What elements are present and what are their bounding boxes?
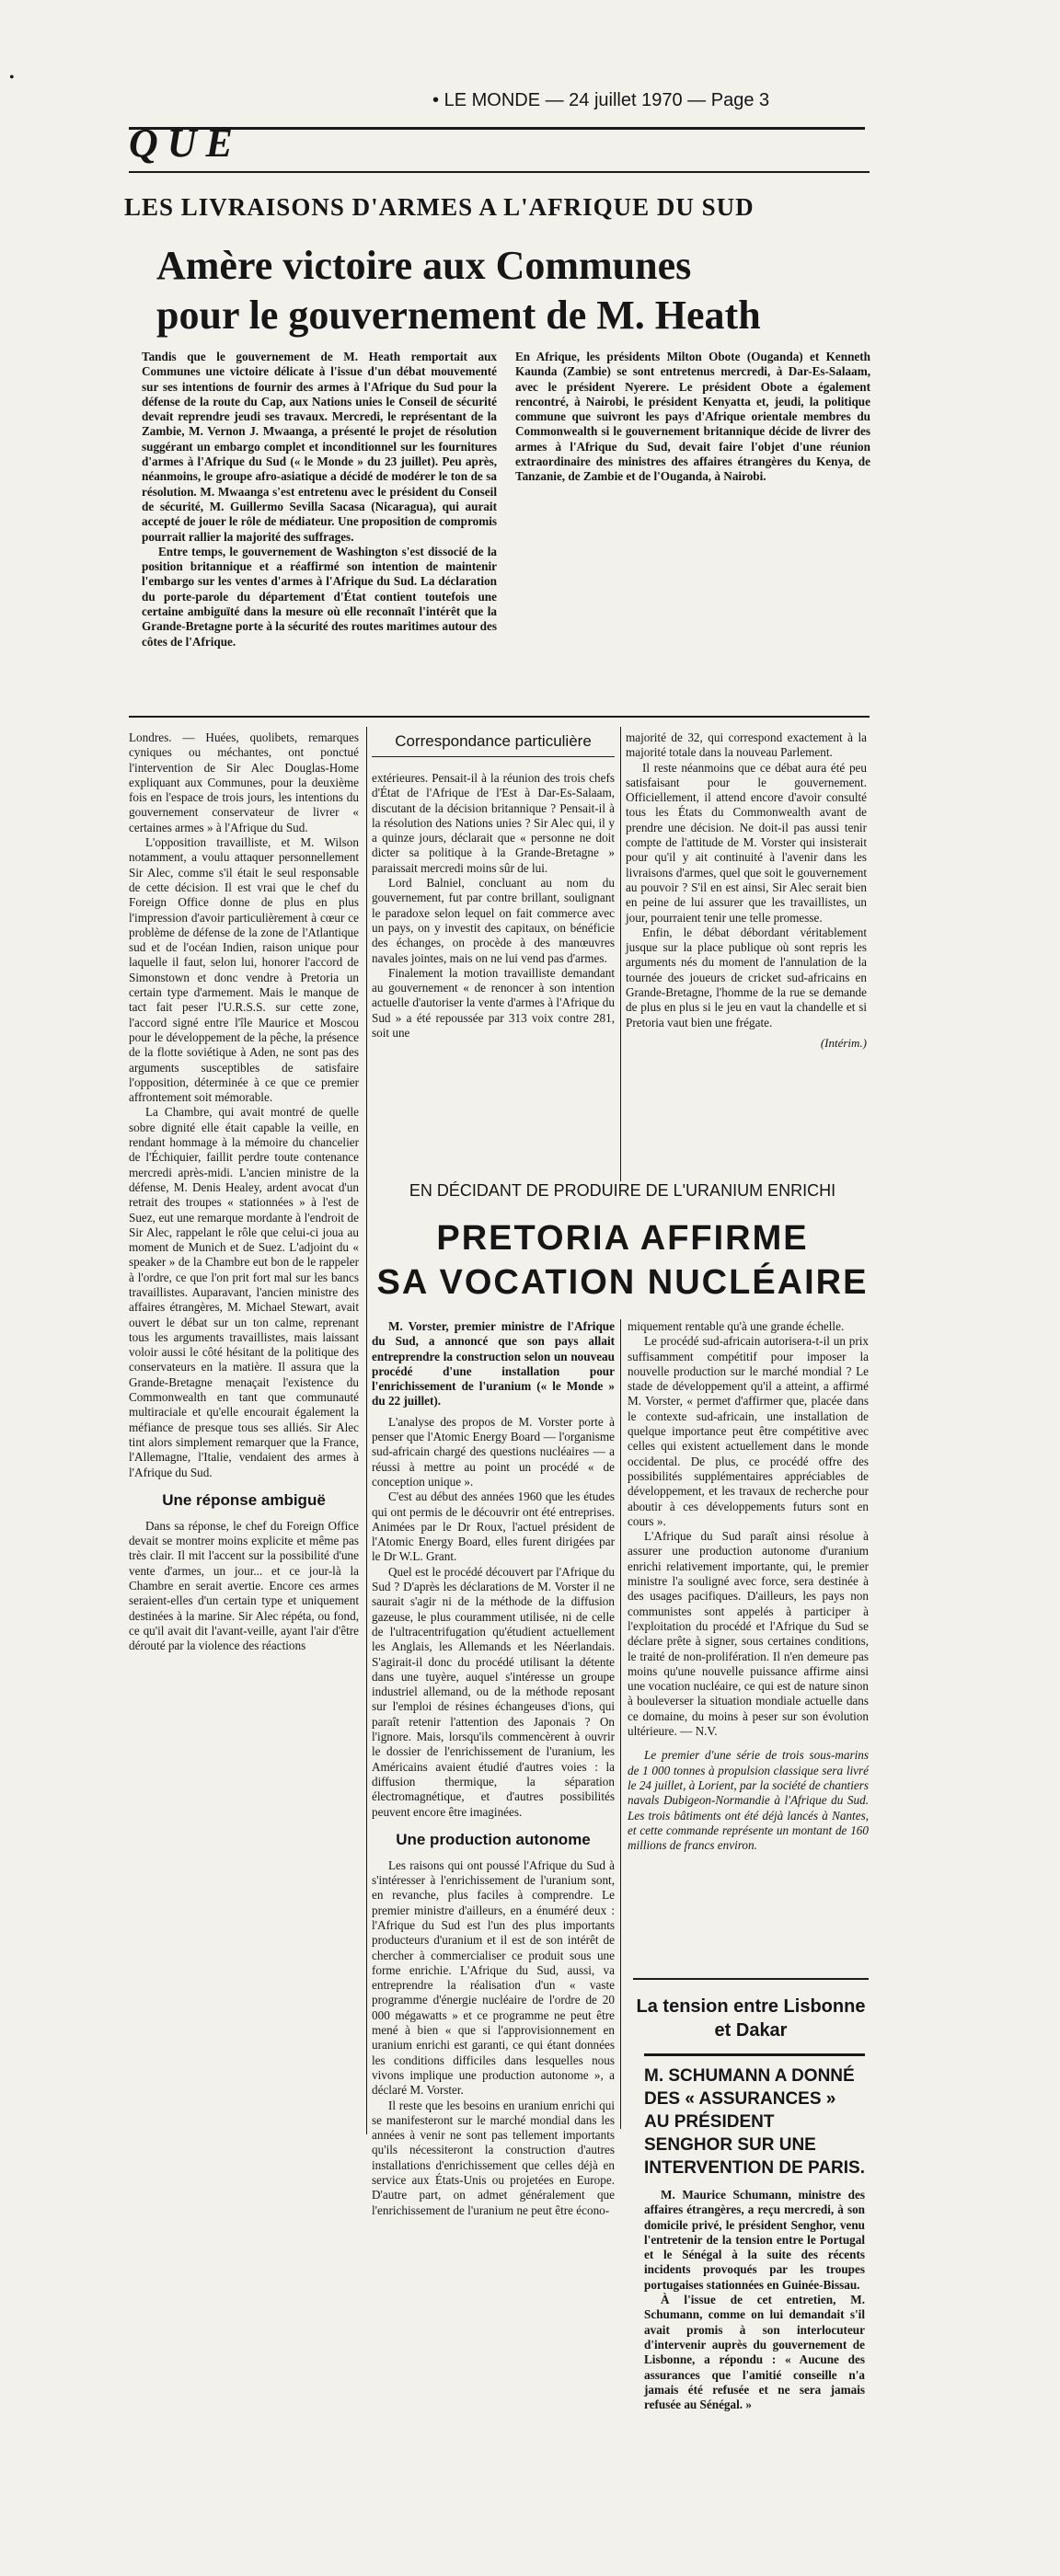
body-paragraph: C'est au début des années 1960 que les études qui ont permis de le découvrir ont été entreprises. Animées par le Dr Roux, l'actuel président de l'Atomic Energy Board, elles furent dirigées par le Dr W.L. Grant.	[372, 1489, 615, 1564]
article2-headline	[372, 1216, 873, 1305]
article1-kicker: LES LIVRAISONS D'ARMES A L'AFRIQUE DU SUD	[124, 193, 755, 221]
body-paragraph: Finalement la motion travailliste demandant au gouvernement « de renoncer à son intention actuelle d'autoriser la vente d'armes à l'Afrique du Sud » a été repoussée par 313 voix contre 281, soit une	[372, 965, 615, 1041]
article1-signature: (Intérim.)	[820, 1035, 867, 1050]
body-paragraph: extérieures. Pensait-il à la réunion des trois chefs d'État de l'Afrique de l'Est à Dar-Es-Salaam, discutant de la décision britannique ? Pensait-il à la résolution des Nations unies ? Sir Alec qui, il y a quinze jours, déclarait que « personne ne doit dicter sa politique à la Grande-Bretagne » paraissait mercredi moins sûr de lui.	[372, 771, 615, 875]
article2-kicker: EN DÉCIDANT DE PRODUIRE DE L'URANIUM ENRICHI	[372, 1181, 873, 1201]
body-paragraph: Lord Balniel, concluant au nom du gouvernement, fut par contre brillant, soulignant le paradoxe selon lequel on fait commerce avec un pays, on y investit des capitaux, on bénéficie des échanges, on procède à des manœuvres navales jointes, mais on ne lui vend pas d'armes.	[372, 876, 615, 965]
article3-top-rule	[633, 1978, 869, 1980]
newspaper-name: LE MONDE	[444, 90, 541, 110]
brief-paragraph: Le premier d'une série de trois sous-marins de 1 000 tonnes à propulsion classique sera livré le 24 juillet, à Lorient, par la société de chantiers navals Dubigeon-Normandie à l'Afrique du Sud. Les trois bâtiments ont été déjà lancés à Nantes, et cette commande représente un montant de 160 millions de francs environ.	[628, 1748, 869, 1853]
section-rule	[129, 171, 870, 173]
article1-headline-line2: pour le gouvernement de M. Heath	[156, 293, 761, 338]
article1-col1	[129, 730, 359, 1654]
page-header: • LE MONDE — 24 juillet 1970 — Page 3	[432, 90, 770, 110]
body-paragraph: L'opposition travailliste, et M. Wilson notamment, a voulu attaquer personnellement Sir Alec, comme s'il était le seul responsable de cette décision. Il est vrai que le chef du Foreign Office donne de plus en plus l'impression d'avoir particulièrement à cœur ce problème de défense de la zone de l'Atlantique sud et de l'océan Indien, raison unique pour laquelle il faut, selon lui, honorer l'accord de Simonstown et donc vendre à Pretoria un certain type d'armement. Mais le manque de tact fait peser l'U.R.S.S. sur cette zone, l'accord signé entre l'île Maurice et Moscou pour le développement de la pêche, la présence de la flotte soviétique à Aden, ne sont pas des arguments susceptibles de satisfaire l'opposition, déterminée à ce que ce premier affrontement soit mémorable.	[129, 835, 359, 1105]
body-paragraph: Quel est le procédé découvert par l'Afrique du Sud ? D'après les déclarations de M. Vorster il ne saurait s'agir ni de la méthode de la diffusion gazeuse, le plus couramment utilisée, ni de celle de l'ultracentrifugation qu'étudient actuellement les Anglais, les Allemands et les Néerlandais. S'agirait-il donc du procédé utilisant la détente dans une tuyère, auquel s'intéresse un groupe industriel allemand, ou de la méthode reposant sur l'emploi de résines échangeuses d'ions, qui paraît retenir l'attention des Japonais ? On l'ignore. Mais, lorsqu'ils commencèrent à ouvrir le dossier de l'enrichissement de l'uranium, les Américains avaient étudié d'autres voies : la diffusion thermique, la séparation électromagnétique, et d'autres possibilités peuvent encore être imaginées.	[372, 1564, 615, 1819]
article3-headline-rule	[644, 2053, 865, 2056]
left-margin-bullet: •	[9, 70, 15, 86]
article2-colB	[628, 1319, 869, 1853]
header-bullet: •	[432, 90, 440, 110]
issue-date: 24 juillet 1970	[569, 90, 683, 110]
article1-headline	[156, 241, 893, 340]
body-paragraph: Enfin, le débat débordant véritablement jusque sur la place publique où sont repris les arguments nés du moment de l'annulation de la tournée des joueurs de cricket sud-africains en Grande-Bretagne, l'homme de la rue se demande de plus en plus si le jeu en vaut la chandelle et si Pretoria vaut bien une frégate.	[626, 925, 867, 1029]
section-title: QUE	[129, 121, 242, 166]
lead-paragraph: M. Maurice Schumann, ministre des affaires étrangères, a reçu mercredi, à son domicile privé, le président Senghor, venu l'entretenir de la tension entre le Portugal et le Sénégal à la suite des récents incidents provoqués par les troupes portugaises stationnées en Guinée-Bissau.	[644, 2188, 865, 2292]
lead-paragraph: En Afrique, les présidents Milton Obote (Ouganda) et Kenneth Kaunda (Zambie) se sont entretenus mercredi, à Dar-Es-Salaam, avec le président Nyerere. Le président Obote a également rencontré, à Nairobi, le président Kenyatta et, jeudi, la politique commune que suivront les pays d'Afrique orientale membres du Commonwealth si le gouvernement britannique décide de livrer des armes à l'Afrique du Sud, devait faire l'objet d'une réunion extraordinaire des ministres des affaires étrangères du Kenya, de Tanzanie, de Zambie et de l'Ouganda, à Nairobi.	[515, 350, 870, 484]
article2-headline-line1: PRETORIA AFFIRME	[436, 1219, 809, 1258]
body-paragraph: majorité de 32, qui correspond exactement à la majorité totale dans la nouveau Parlement.	[626, 730, 867, 760]
article1-headline-line1: Amère victoire aux Communes	[156, 243, 692, 288]
body-paragraph: L'Afrique du Sud paraît ainsi résolue à assurer une production autonome d'uranium enrichi relativement importante, qui, le premier ministre l'a souligné avec force, sera destinée à des usages pacifiques. D'ailleurs, les pays non communistes sont appelés à participer à l'exploitation du procédé et l'Afrique du Sud se déclare prête à signer, sous certaines conditions, le traité de non-prolifération. Il n'en demeure pas moins qu'une nouvelle puissance affirme ainsi une vocation nucléaire, ce qui est de nature sinon à bouleverser la situation mondiale actuelle dans ce domaine, du moins à peser sur son évolution ultérieure. — N.V.	[628, 1529, 869, 1739]
page-number: Page 3	[710, 90, 770, 110]
body-paragraph: À l'issue de cet entretien, M. Schumann, comme on lui demandait s'il avait promis à son interlocuteur d'intervenir auprès du gouvernement de Lisbonne, a répondu : « Aucune des assurances que l'amitié conseille n'a jamais été refusée et ne sera jamais refusée au Sénégal. »	[644, 2293, 865, 2412]
article1-col3	[626, 730, 867, 1051]
article3-kicker-line1: La tension entre Lisbonne	[636, 1996, 866, 2017]
article1-lead-left	[142, 350, 497, 650]
article3-kicker-line2: et Dakar	[714, 2020, 788, 2041]
body-paragraph: Les raisons qui ont poussé l'Afrique du Sud à s'intéresser à l'enrichissement de l'uranium sont, en revanche, plus faciles à comprendre. Le premier ministre d'ailleurs, en a énuméré deux : l'Afrique du Sud est l'un des plus importants producteurs d'uranium et il est de son intérêt de chercher à commercialiser ce produit sous une forme enrichie. L'Afrique du Sud, aussi, va entreprendre la réalisation d'un « vaste programme d'énergie nucléaire de l'ordre de 20 000 mégawatts » et ce programme ne peut être mené à bien « que si l'approvisionnement en uranium enrichi est garanti, ce qui étant données les conditions difficiles dans lesquelles nous vivons implique une production autonome », a déclaré M. Vorster.	[372, 1857, 615, 2098]
article3-headline: M. SCHUMANN A DONNÉ DES « ASSURANCES » AU PRÉSIDENT SENGHOR SUR UNE INTERVENTION DE PARIS.	[644, 2066, 865, 2178]
body-paragraph: Il reste néanmoins que ce débat aura été peu satisfaisant pour le gouvernement. Officiellement, il attend encore d'avoir consulté tous les États du Commonwealth avant de prendre une décision. Ne doit-il pas aussi tenir compte de l'attitude de M. Vorster qui insisterait pour qu'il y ait continuité à l'avenir dans les livraisons d'armes, quel que soit le gouvernement au pouvoir ? S'il en est ainsi, Sir Alec serait bien en peine de lui assurer que les travaillistes, un jour, pourraient tenir une telle promesse.	[626, 760, 867, 925]
body-paragraph: Londres. — Huées, quolibets, remarques cyniques ou méchantes, ont ponctué l'intervention de Sir Alec Douglas-Home expliquant aux Communes, pour la deuxième fois en l'espace de trois jours, les intentions du gouvernement conservateur de livrer « certaines armes » à l'Afrique du Sud.	[129, 730, 359, 834]
lead-paragraph: Tandis que le gouvernement de M. Heath remportait aux Communes une victoire délicate à l'issue d'un débat mouvementé sur ses intentions de fournir des armes à l'Afrique du Sud pour la défense de la route du Cap, aux Nations unies le Conseil de sécurité devait reprendre jeudi ses travaux. Mercredi, le représentant de la Zambie, M. Vernon J. Mwaanga, a présenté le projet de résolution suggérant un embargo complet et inconditionnel sur les fournitures d'armes à l'Afrique du Sud (« le Monde » du 23 juillet). Peu après, néanmoins, le groupe afro-asiatique a décidé de modérer le ton de sa résolution. M. Mwaanga s'est entretenu avec le président du Conseil de sécurité, M. Guillermo Sevilla Sacasa (Nicaragua), qui aurait accepté de jouer le rôle de médiateur. Une proposition de compromis pourrait rallier la majorité des suffrages.	[142, 350, 497, 544]
body-paragraph: Le procédé sud-africain autorisera-t-il un prix suffisamment compétitif pour imposer la nouvelle production sur le marché mondial ? Le stade de développement qu'il a atteint, a affirmé M. Vorster, « permet d'affirmer que, placée dans le contexte sud-africain, une installation de quelque importance peut être compétitive avec celles qui existent actuellement dans le monde occidental. De plus, ce procédé offre des possibilités supplémentaires appréciables de développement, et les travaux de recherche pour aboutir à ces développements futurs sont en cours ».	[628, 1334, 869, 1528]
body-paragraph: Dans sa réponse, le chef du Foreign Office devait se montrer moins explicite et même pas très clair. Il mit l'accent sur la possibilité d'une vente d'armes, un jour... et ce jour-là la Chambre en serait avertie. Encore ces armes seraient-elles d'un certain type et uniquement destinées à la marine. Sir Alec répéta, ou fond, ce qu'il avait dit l'avant-veille, ayant l'air d'être dérouté par la violence des réactions	[129, 1518, 359, 1653]
lead-paragraph: Entre temps, le gouvernement de Washington s'est dissocié de la position britannique et a réaffirmé son intention de maintenir l'embargo sur les ventes d'armes à l'Afrique du Sud. La déclaration du porte-parole du département d'État contient toutefois une certaine ambiguïté dans la mesure où elle reconnaît l'intérêt que la Grande-Bretagne porte à la sécurité des routes maritimes autour des côtes de l'Afrique.	[142, 544, 497, 649]
article2-colA	[372, 1319, 615, 2218]
subhead-reponse-ambigue: Une réponse ambiguë	[162, 1490, 326, 1509]
article1-lead-right	[515, 350, 870, 485]
article1-col2	[372, 771, 615, 1041]
col-divider-3	[620, 1319, 621, 2129]
article2-headline-line2: SA VOCATION NUCLÉAIRE	[376, 1263, 869, 1302]
col-divider-1	[366, 727, 367, 2134]
body-paragraph: L'analyse des propos de M. Vorster porte à penser que l'Atomic Energy Board — l'organisme sud-africain chargé des questions nucléaires — a réussi à mettre au point un procédé « de conception unique ».	[372, 1414, 615, 1489]
body-paragraph: La Chambre, qui avait montré de quelle sobre dignité elle était capable la veille, en rendant hommage à la mémoire du chancelier de l'Échiquier, faillit perdre toute contenance mercredi après-midi. L'ancien ministre de la défense, M. Denis Healey, ardent avocat d'un retrait des troupes « stationnées » à l'est de Suez, eut une remarque mordante à l'endroit de Sir Alec, rappelant le rôle que celui-ci joua au moment de Munich et de Suez. L'adjoint du « speaker » de la Chambre eut bon de le rappeler à l'ordre, ce que l'on prit fort mal sur les bancs travaillistes. Auparavant, l'ancien ministre des affaires étrangères, M. Michael Stewart, avait ouvert le débat sur un ton calme, reprenant tous les arguments travaillistes, mais laissant voloir aussi le côté hésitant de la politique des conservateurs en la matière. Il assura que la Grande-Bretagne menaçait l'existence du Commonwealth en tant que communauté multiraciale et qu'elle encourait également la méfiance de presque tous ses alliés. Sir Alec tint alors simplement remarquer que la France, l'Allemagne, l'Italie, vendaient des armes à l'Afrique du Sud.	[129, 1105, 359, 1479]
col-divider-2	[620, 727, 621, 1196]
article3-kicker	[633, 1995, 869, 2042]
body-paragraph: Il reste que les besoins en uranium enrichi qui se manifesteront sur le marché mondial dans les années à venir ne sont pas tellement importants qu'ils nécessiteront la construction d'autres installations d'enrichissement que celles déjà en service aux États-Unis ou projetées en Europe. D'autre part, on admet généralement que l'enrichissement de l'uranium ne peut être écono-	[372, 2098, 615, 2217]
body-paragraph: miquement rentable qu'à une grande échelle.	[628, 1319, 845, 1333]
article3-body	[644, 2188, 865, 2412]
subhead-production-autonome: Une production autonome	[396, 1830, 591, 1848]
correspondence-label: Correspondance particulière	[372, 732, 615, 757]
article1-lead-divider	[129, 716, 870, 718]
lead-paragraph: M. Vorster, premier ministre de l'Afrique du Sud, a annoncé que son pays allait entreprendre la construction selon un nouveau procédé d'une installation pour l'enrichissement de l'uranium (« le Monde » du 22 juillet).	[372, 1319, 615, 1409]
